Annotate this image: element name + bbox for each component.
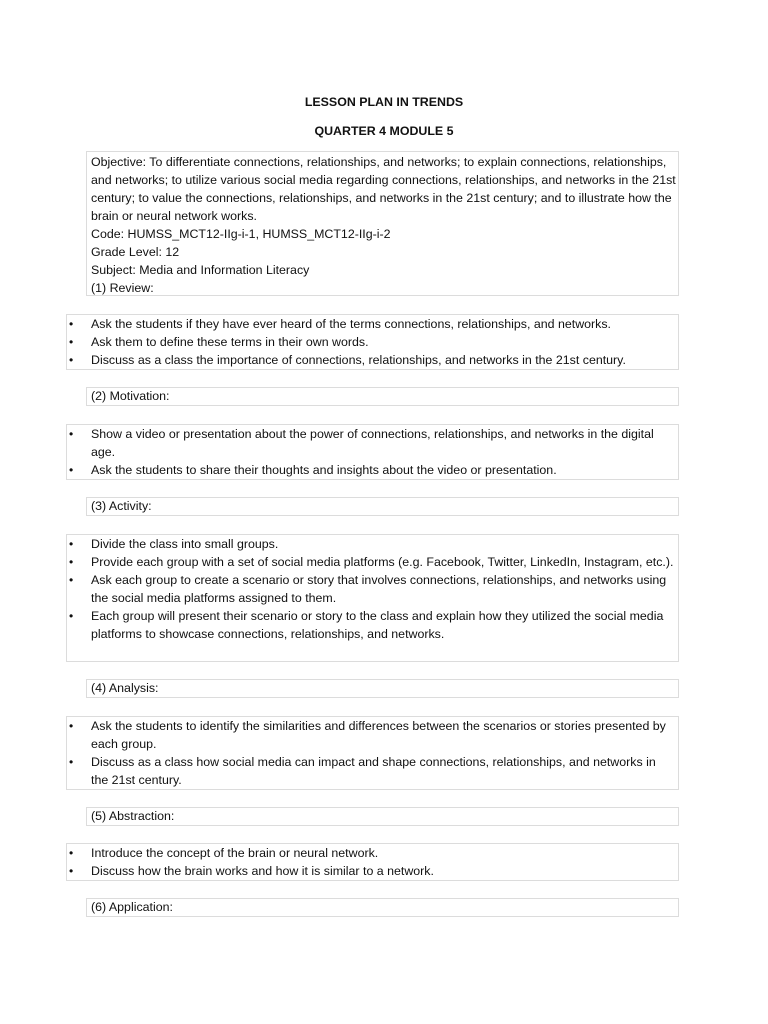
list-item: • Ask them to define these terms in their own words. [69, 335, 369, 349]
list-item: • Discuss as a class how social media can impact and shape connections, relationships, and networks in the 21st century. [69, 755, 656, 787]
analysis-list [67, 717, 678, 789]
motivation-list [67, 425, 678, 479]
bullet-icon: • [69, 755, 74, 769]
abstraction-list-box [66, 843, 679, 881]
list-item: • Each group will present their scenario or story to the class and explain how they utilized the social media platforms to showcase connections, relationships, and networks. [69, 609, 664, 641]
abstraction-heading: (5) Abstraction: [86, 807, 679, 826]
bullet-icon: • [69, 537, 74, 551]
list-item: • Ask the students to identify the similarities and differences between the scenarios or stories presented by each group. [69, 719, 666, 751]
list-item: • Discuss as a class the importance of connections, relationships, and networks in the 21st century. [69, 353, 626, 367]
activity-list [67, 535, 678, 643]
code-text: Code: HUMSS_MCT12-IIg-i-1, HUMSS_MCT12-IIg-i-2 [91, 227, 391, 241]
bullet-icon: • [69, 463, 74, 477]
analysis-list-box [66, 716, 679, 790]
bullet-icon: • [69, 335, 74, 349]
subject-text: Subject: Media and Information Literacy [91, 263, 310, 277]
abstraction-list [67, 844, 678, 880]
grade-level-text: Grade Level: 12 [91, 245, 180, 259]
document-title: LESSON PLAN IN TRENDS [304, 95, 464, 109]
bullet-icon: • [69, 555, 74, 569]
document-subtitle: QUARTER 4 MODULE 5 [314, 124, 454, 138]
bullet-icon: • [69, 427, 74, 441]
list-item: • Ask the students if they have ever heard of the terms connections, relationships, and networks. [69, 317, 612, 331]
application-heading: (6) Application: [86, 898, 679, 917]
bullet-icon: • [69, 864, 74, 878]
bullet-icon: • [69, 317, 74, 331]
bullet-icon: • [69, 609, 74, 623]
motivation-list-box [66, 424, 679, 480]
bullet-icon: • [69, 719, 74, 733]
bullet-icon: • [69, 573, 74, 587]
review-list-box [66, 314, 679, 370]
list-item: • Provide each group with a set of social media platforms (e.g. Facebook, Twitter, LinkedIn, Instagram, etc.). [69, 555, 674, 569]
list-item: • Ask each group to create a scenario or story that involves connections, relationships, and networks using the social media platforms assigned to them. [69, 573, 667, 605]
list-item: • Show a video or presentation about the power of connections, relationships, and networks in the digital age. [69, 427, 654, 459]
objective-box [86, 151, 679, 296]
review-heading: (1) Review: [91, 281, 154, 295]
list-item: • Ask the students to share their thoughts and insights about the video or presentation. [69, 463, 557, 477]
bullet-icon: • [69, 846, 74, 860]
bullet-icon: • [69, 353, 74, 367]
list-item: • Discuss how the brain works and how it is similar to a network. [69, 864, 434, 878]
list-item: • Introduce the concept of the brain or neural network. [69, 846, 379, 860]
motivation-heading: (2) Motivation: [86, 387, 679, 406]
review-list [67, 315, 678, 369]
activity-list-box [66, 534, 679, 662]
activity-heading: (3) Activity: [86, 497, 679, 516]
analysis-heading: (4) Analysis: [86, 679, 679, 698]
objective-text: Objective: To differentiate connections, relationships, and networks; to explain connections, relationships, and networks; to utilize various social media regarding connections, relationships, and networks in the 21st century; to value the connections, relationships, and networks in the 21st century; and to illustrate how the brain or neural network works. [91, 155, 676, 223]
list-item: • Divide the class into small groups. [69, 537, 279, 551]
